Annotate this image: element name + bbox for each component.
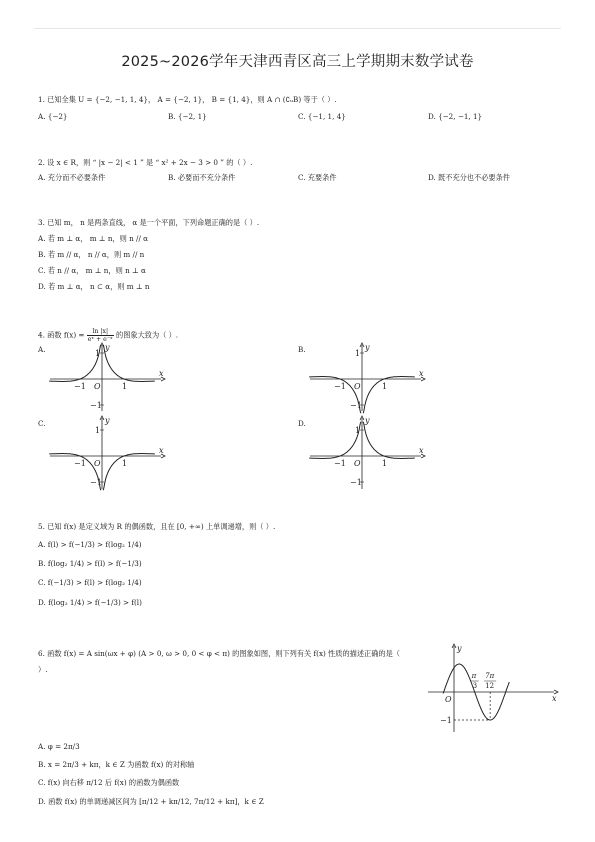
q6-sine-graph: [428, 642, 558, 732]
q3-option-b: B. 若 m // α， n // α，则 m // n: [38, 250, 145, 259]
q3-option-d: D. 若 m ⊥ α， n ⊂ α，则 m ⊥ n: [38, 282, 150, 291]
q4-graph-b: [310, 341, 425, 411]
g4d-curve-branch-1: [309, 422, 361, 458]
g4a-y-label: y: [105, 343, 110, 352]
question-4-stem: 4. 函数 f(x) = $\frac{\ln |x|}{\text{eˣ + e⁻ˣ}}$ 的图象大致为（ ）.: [38, 328, 179, 343]
g4d-tick-neg-one: −1: [334, 459, 346, 468]
q4-graph-c: [50, 414, 165, 489]
q2-option-d: D. 既不充分也不必要条件: [428, 173, 510, 182]
q5-option-d: D. f(log₂ 1/4) > f(−1/3) > f(l): [38, 598, 142, 607]
q6-option-a: A. φ = 2π/3: [38, 742, 80, 751]
g4c-y-label: y: [105, 416, 110, 425]
q2-option-c: C. 充要条件: [298, 173, 337, 182]
g4d-origin-label: O: [354, 459, 361, 468]
header-rule: [34, 28, 561, 29]
g4a-tick-neg-one: −1: [74, 382, 86, 391]
q3-option-a: A. 若 m ⊥ α， m ⊥ n，则 n // α: [38, 234, 149, 243]
g4c-tick-one: 1: [122, 459, 128, 468]
g4a-x-label: x: [159, 369, 164, 378]
g4d-y-tick-one: 1: [355, 426, 361, 435]
g4b-origin-label: O: [354, 382, 361, 391]
g4d-x-label: x: [419, 446, 424, 455]
q1-option-b: B. {−2, 1}: [168, 112, 207, 121]
q1-option-a: A. {−2}: [38, 112, 68, 121]
g4a-curve-branch-2: [103, 345, 155, 381]
q4-graph-a: [50, 341, 165, 411]
g6-y-label: y: [457, 644, 462, 653]
q4-option-d: D.: [298, 419, 306, 428]
q2-option-a: A. 充分而不必要条件: [38, 173, 106, 182]
g4d-tick-one: 1: [382, 459, 388, 468]
q3-option-c: C. 若 n // α， m ⊥ n，则 n ⊥ α: [38, 266, 146, 275]
g6-tick-7pi12-num: 7π: [485, 672, 495, 680]
g4c-origin-label: O: [94, 459, 101, 468]
g4a-origin-label: O: [94, 382, 101, 391]
g4c-x-label: x: [159, 446, 164, 455]
q4-option-a: A.: [38, 345, 46, 354]
q6-option-c: C. f(x) 向右移 π/12 后 f(x) 的函数为偶函数: [38, 778, 180, 787]
g6-tick-pi3-den: 3: [472, 682, 478, 690]
question-1-stem: 1. 已知全集 U = {−2, −1, 1, 4}， A = {−2, 1}， B = {1, 4}，则 A ∩ (∁ᵤB) 等于（ ）.: [38, 95, 337, 104]
g4b-y-label: y: [365, 343, 370, 352]
g6-origin-label: O: [445, 695, 452, 704]
q2-option-b: B. 必要而不充分条件: [168, 173, 236, 182]
g6-tick-7pi12-den: 12: [485, 682, 495, 690]
q4-fraction-numerator: ln |x|: [87, 328, 114, 336]
q4-fraction-denominator: eˣ + e⁻ˣ: [87, 336, 113, 343]
g4d-curve-branch-2: [363, 422, 415, 458]
q6-option-b: B. x = 2π/3 + kπ，k ∈ Z 为函数 f(x) 的对称轴: [38, 760, 195, 769]
g4c-tick-neg-one: −1: [74, 459, 86, 468]
g4b-x-label: x: [419, 369, 424, 378]
q4-option-c: C.: [38, 419, 46, 428]
q1-option-c: C. {−1, 1, 4}: [298, 112, 346, 121]
q5-option-b: B. f(log₂ 1/4) > f(l) > f(−1/3): [38, 559, 142, 568]
question-3-stem: 3. 已知 m， n 是两条直线， α 是一个平面，下列命题正确的是（ ）.: [38, 218, 260, 227]
g4b-y-tick-one: 1: [355, 349, 361, 358]
g4a-tick-one: 1: [122, 382, 128, 391]
question-6-stem-end: ）.: [38, 665, 48, 674]
page-title: 2025~2026学年天津西青区高三上学期期末数学试卷: [121, 54, 474, 70]
g4b-curve-branch-2: [363, 377, 415, 413]
g4c-y-tick-neg-one: −1: [90, 478, 102, 487]
g6-x-label: x: [552, 694, 557, 703]
q6-option-d: D. 函数 f(x) 的单调递减区间为 [π/12 + kπ/12, 7π/12 + kπ]，k ∈ Z: [38, 797, 264, 806]
q1-option-d: D. {−2, −1, 1}: [428, 112, 483, 121]
g6-y-tick-neg-one: −1: [440, 716, 452, 725]
q5-option-c: C. f(−1/3) > f(l) > f(log₂ 1/4): [38, 578, 142, 587]
g4a-y-tick-neg-one: −1: [90, 401, 102, 410]
question-6-stem: 6. 函数 f(x) = A sin(ωx + φ) (A > 0, ω > 0, 0 < φ < π) 的图象如图，则下列有关 f(x) 性质的描述正确的是（: [38, 649, 400, 658]
g4b-tick-one: 1: [382, 382, 388, 391]
g4b-tick-neg-one: −1: [334, 382, 346, 391]
g4c-y-tick-one: 1: [95, 426, 101, 435]
g6-tick-pi3-num: π: [471, 672, 477, 680]
q4-option-b: B.: [298, 345, 306, 354]
g4d-y-tick-neg-one: −1: [350, 478, 362, 487]
g4b-y-tick-neg-one: −1: [350, 401, 362, 410]
g4a-y-tick-one: 1: [95, 349, 101, 358]
q5-option-a: A. f(l) > f(−1/3) > f(log₂ 1/4): [38, 540, 142, 549]
question-2-stem: 2. 设 x ∈ R，则 “ |x − 2| < 1 ” 是 “ x² + 2x − 3 > 0 ” 的（ ）.: [38, 158, 253, 167]
q4-graph-d: [310, 414, 425, 489]
g4d-y-label: y: [365, 416, 370, 425]
g4a-curve-branch-1: [49, 345, 101, 381]
question-5-stem: 5. 已知 f(x) 是定义域为 R 的偶函数，且在 [0, +∞) 上单调递增，则（ ）.: [38, 522, 276, 531]
g4c-curve-branch-2: [103, 454, 155, 490]
